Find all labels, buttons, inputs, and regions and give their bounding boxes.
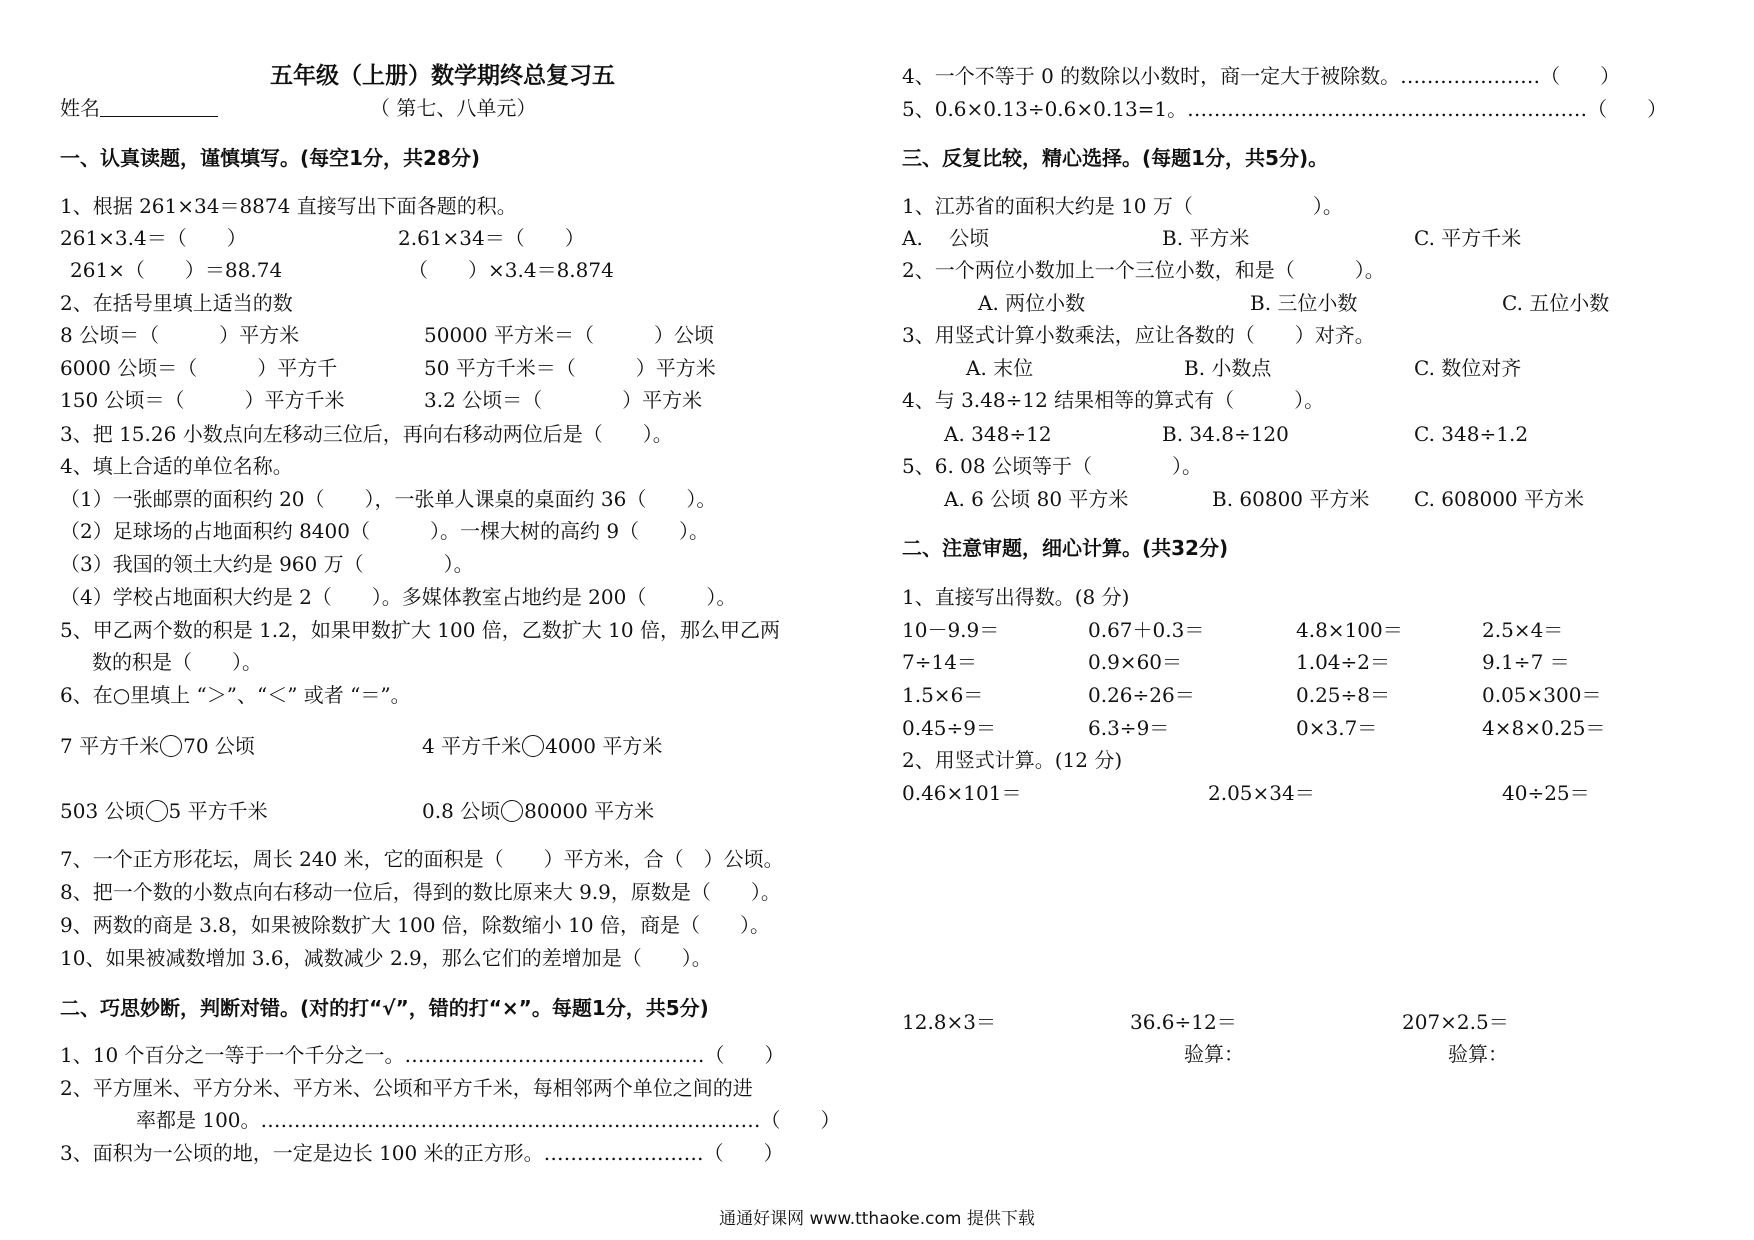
compare-circle-icon[interactable] [160,735,182,757]
q4: 4、填上合适的单位名称。 [60,454,293,478]
choice-3: 3、用竖式计算小数乘法，应让各数的（ ）对齐。 [902,323,1375,347]
q1-a: 261×3.4＝（ ） [60,226,247,250]
direct-calc-title: 1、直接写出得数。(8 分) [902,585,1130,609]
page-subtitle: （ 第七、八单元） [370,96,537,120]
choice-5-c[interactable]: C. 608000 平方米 [1414,487,1585,511]
calc-item: 7÷14＝ [902,650,977,674]
choice-4-a[interactable]: A. 348÷12 [944,422,1052,446]
q6-c-right: 5 平方千米 [168,799,268,823]
q6-b-right: 4000 平方米 [545,734,663,758]
calc-item: 0.05×300＝ [1482,683,1602,707]
vertical-calc-item: 12.8×3＝ [902,1010,997,1034]
judge-2-line-1: 2、平方厘米、平方分米、平方米、公顷和平方千米，每相邻两个单位之间的进 [60,1076,753,1100]
q10: 10、如果被减数增加 3.6，减数减少 2.9，那么它们的差增加是（ ）。 [60,946,712,970]
q6-a [60,732,255,760]
q2-e: 150 公顷＝（ ）平方千米 [60,388,345,412]
choice-5: 5、6. 08 公顷等于（ ）。 [902,454,1202,478]
q7: 7、一个正方形花坛，周长 240 米，它的面积是（ ）平方米，合（ ）公顷。 [60,847,784,871]
calc-item: 0.9×60＝ [1088,650,1183,674]
q4-4: （4）学校占地面积大约是 2（ ）。多媒体教室占地约是 200（ ）。 [60,585,737,609]
section-4-heading: 二、注意审题，细心计算。(共32分) [902,536,1229,560]
section-1-heading: 一、认真读题，谨慎填写。(每空1分，共28分) [60,146,481,170]
compare-circle-icon[interactable] [522,735,544,757]
q6-b-left: 4 平方千米 [422,734,522,758]
q2-a: 8 公顷＝（ ）平方米 [60,323,300,347]
judge-3: 3、面积为一公顷的地，一定是边长 100 米的正方形。……………………（ ） [60,1141,784,1165]
name-blank[interactable] [100,96,218,117]
q5-line-2: 数的积是（ ）。 [92,650,262,674]
choice-2-a[interactable]: A. 两位小数 [978,291,1086,315]
vertical-calc-item: 0.46×101＝ [902,781,1022,805]
calc-item: 4×8×0.25＝ [1482,716,1606,740]
judge-5: 5、0.6×0.13÷0.6×0.13=1。……………………………………………………（ ） [902,97,1668,121]
q9: 9、两数的商是 3.8，如果被除数扩大 100 倍，除数缩小 10 倍，商是（ ）。 [60,913,770,937]
choice-4-c[interactable]: C. 348÷1.2 [1414,422,1529,446]
vertical-calc-item: 36.6÷12＝ [1130,1010,1237,1034]
judge-1: 1、10 个百分之一等于一个千分之一。………………………………………（ ） [60,1043,785,1067]
section-2-heading: 二、巧思妙断，判断对错。(对的打“√”，错的打“×”。每题1分，共5分) [60,996,709,1020]
q6-d-left: 0.8 公顷 [422,799,501,823]
footer-credit: 通通好课网 www.tthaoke.com 提供下载 [719,1209,1035,1229]
q6-a-right: 70 公顷 [183,734,255,758]
q3: 3、把 15.26 小数点向左移动三位后，再向右移动两位后是（ ）。 [60,422,673,446]
q1-c: 261×（ ）＝88.74 [70,258,283,282]
q4-1: （1）一张邮票的面积约 20（ ），一张单人课桌的桌面约 36（ ）。 [60,487,717,511]
section-3-heading: 三、反复比较，精心选择。(每题1分，共5分)。 [902,146,1329,170]
q5-line-1: 5、甲乙两个数的积是 1.2，如果甲数扩大 100 倍，乙数扩大 10 倍，那么甲乙两 [60,618,780,642]
name-label: 姓名 [60,96,100,120]
q6-d-right: 80000 平方米 [524,799,655,823]
choice-1-a[interactable]: A. 公顷 [902,226,990,250]
vertical-calc-item: 2.05×34＝ [1208,781,1315,805]
calc-item: 4.8×100＝ [1296,618,1403,642]
choice-2-b[interactable]: B. 三位小数 [1250,291,1358,315]
calc-item: 0.26÷26＝ [1088,683,1195,707]
calc-item: 10－9.9＝ [902,618,1000,642]
q2-b: 50000 平方米＝（ ）公顷 [424,323,714,347]
q6-b [422,732,662,760]
calc-item: 2.5×4＝ [1482,618,1564,642]
choice-3-c[interactable]: C. 数位对齐 [1414,356,1522,380]
q2-f: 3.2 公顷＝（ ）平方米 [424,388,703,412]
choice-1-c[interactable]: C. 平方千米 [1414,226,1522,250]
calc-item: 0.67＋0.3＝ [1088,618,1205,642]
choice-3-b[interactable]: B. 小数点 [1184,356,1272,380]
page-title: 五年级（上册）数学期终总复习五 [270,62,615,89]
q6-a-left: 7 平方千米 [60,734,160,758]
calc-item: 1.5×6＝ [902,683,984,707]
vertical-calc-title: 2、用竖式计算。(12 分) [902,748,1123,772]
vertical-calc-item: 207×2.5＝ [1402,1010,1509,1034]
choice-5-b[interactable]: B. 60800 平方米 [1212,487,1370,511]
choice-1-b[interactable]: B. 平方米 [1162,226,1250,250]
q2-d: 50 平方千米＝（ ）平方米 [424,356,716,380]
vertical-calc-item: 40÷25＝ [1502,781,1590,805]
q6: 6、在○里填上 “＞”、“＜” 或者 “＝”。 [60,683,411,707]
compare-circle-icon[interactable] [146,800,168,822]
q1-b: 2.61×34＝（ ） [398,226,585,250]
choice-3-a[interactable]: A. 末位 [966,356,1034,380]
choice-4-b[interactable]: B. 34.8÷120 [1162,422,1289,446]
calc-item: 0×3.7＝ [1296,716,1378,740]
q1-d: （ ）×3.4＝8.874 [408,258,614,282]
q2: 2、在括号里填上适当的数 [60,291,293,315]
choice-2: 2、一个两位小数加上一个三位小数，和是（ ）。 [902,258,1385,282]
calc-item: 0.25÷8＝ [1296,683,1391,707]
q2-c: 6000 公顷＝（ ）平方千 [60,356,338,380]
choice-2-c[interactable]: C. 五位小数 [1502,291,1610,315]
q8: 8、把一个数的小数点向右移动一位后，得到的数比原来大 9.9，原数是（ ）。 [60,880,781,904]
choice-4: 4、与 3.48÷12 结果相等的算式有（ ）。 [902,388,1325,412]
judge-2-line-2: 率都是 100。…………………………………………………………………（ ） [136,1108,841,1132]
compare-circle-icon[interactable] [501,800,523,822]
q1: 1、根据 261×34＝8874 直接写出下面各题的积。 [60,194,517,218]
name-field [60,94,218,122]
check-label: 验算： [1448,1042,1508,1066]
judge-4: 4、一个不等于 0 的数除以小数时，商一定大于被除数。…………………（ ） [902,64,1621,88]
calc-item: 9.1÷7 ＝ [1482,650,1570,674]
q6-d [422,797,654,825]
q4-3: （3）我国的领土大约是 960 万（ ）。 [60,552,474,576]
q4-2: （2）足球场的占地面积约 8400（ ）。一棵大树的高约 9（ ）。 [60,519,710,543]
q6-c-left: 503 公顷 [60,799,145,823]
calc-item: 1.04÷2＝ [1296,650,1391,674]
choice-1: 1、江苏省的面积大约是 10 万（ ）。 [902,194,1343,218]
choice-5-a[interactable]: A. 6 公顷 80 平方米 [944,487,1129,511]
q6-c [60,797,268,825]
check-label: 验算： [1184,1042,1244,1066]
calc-item: 6.3÷9＝ [1088,716,1170,740]
calc-item: 0.45÷9＝ [902,716,997,740]
